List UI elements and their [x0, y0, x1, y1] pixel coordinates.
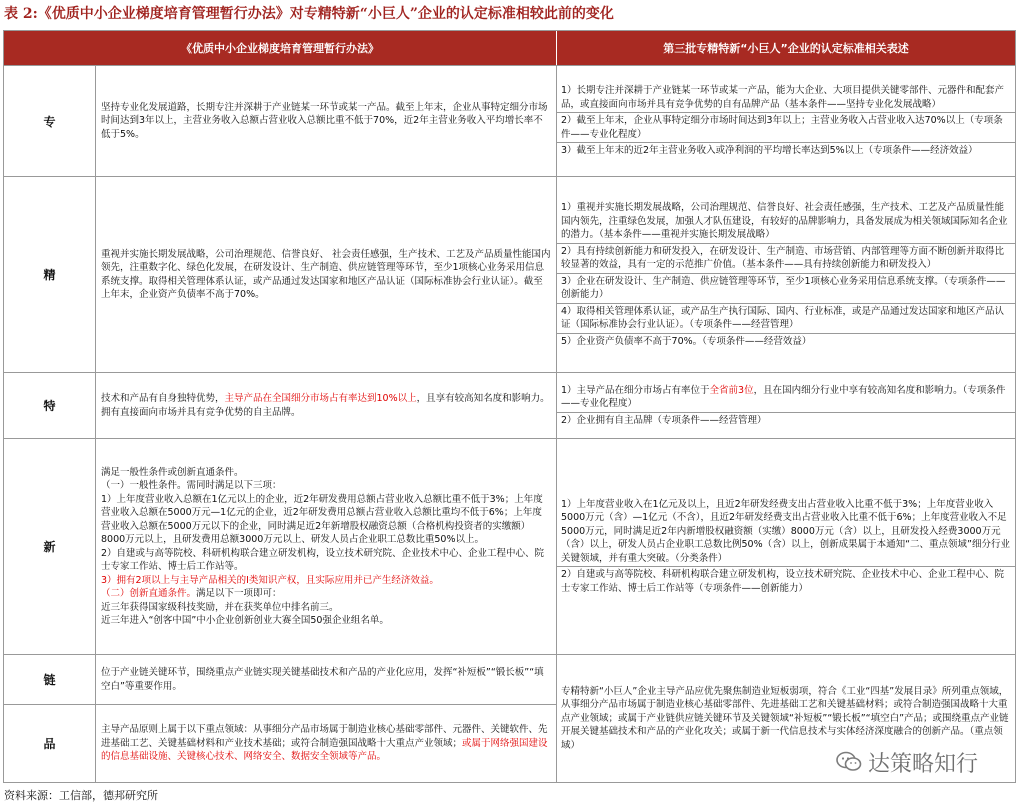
row-text: 2）自建或与高等院校、科研机构联合建立研发机构，设立技术研究院、企业技术中心、企业工程中心、院士专家工作站、博士后工作站等。 — [101, 547, 545, 572]
table-row — [4, 176, 1015, 372]
highlight-text: 主导产品在全国细分市场占有率达到10%以上 — [224, 393, 417, 404]
wechat-icon — [836, 751, 862, 773]
watermark — [836, 745, 978, 779]
criterion-text: 2）截至上年末，企业从事特定细分市场时间达到3年以上；主营业务收入占营业收入达70%以上（专项条件——专业化程度） — [561, 115, 1003, 140]
header-col1: 《优质中小企业梯度培育管理暂行办法》 — [4, 31, 556, 65]
row-label: 特 — [4, 373, 96, 438]
criterion-text: 4）取得相关管理体系认证，或产品生产执行国际、国内、行业标准，或是产品通过发达国家和地区产品认证（国际标准协会行业认证）。（专项条件——经营管理） — [561, 305, 1005, 330]
table-row — [4, 65, 1015, 176]
row-label: 链 — [4, 655, 96, 704]
row-label: 新 — [4, 439, 96, 654]
row-text: 坚持专业化发展道路，长期专注并深耕于产业链某一环节或某一产品。截至上年末，企业从事特定细分市场时间达到3年以上，主营业务收入总额占营业收入总额比重不低于70%，近2年主营业务收入平均增长率不低于5%。 — [101, 101, 548, 140]
highlight-text: 全省前3位 — [709, 384, 754, 396]
criterion-text: 3）企业在研发设计、生产制造、供应链管理等环节，至少1项核心业务采用信息系统支撑。（专项条件——创新能力） — [561, 275, 1006, 300]
criterion-text: 1）主导产品在细分市场占有率位于全省前3位，且在国内细分行业中享有较高知名度和影响力。（专项条件——专业化程度） — [561, 384, 1006, 410]
criterion-text: 2）自建或与高等院校、科研机构联合建立研发机构，设立技术研究院、企业技术中心、企业工程中心、院士专家工作站、博士后工作站等（专项条件——创新能力） — [561, 569, 1005, 594]
criterion-text: 2）企业拥有自主品牌（专项条件——经营管理） — [561, 414, 767, 426]
criterion-text: 5）企业资产负债率不高于70%。（专项条件——经营效益） — [561, 335, 812, 347]
row-label: 精 — [4, 177, 96, 372]
watermark-text: 达策略知行 — [868, 751, 979, 777]
table-title: 表 2:《优质中小企业梯度培育管理暂行办法》对专精特新“小巨人”企业的认定标准相较此前的变化 — [4, 6, 614, 22]
header-col2: 第三批专精特新“小巨人”企业的认定标准相关表述 — [557, 31, 1015, 65]
row-text: 技术和产品有自身独特优势，主导产品在全国细分市场占有率达到10%以上，且享有较高知名度和影响力。拥有直接面向市场并具有竞争优势的自主品牌。 — [101, 393, 550, 418]
criterion-text: 1）上年度营业收入在1亿元及以上，且近2年研发经费支出占营业收入比重不低于3%；上年度营业收入5000万元（含）—1亿元（不含），且近2年研发经费支出占营业收入比重不低于6%；上年度营业收入不足5000万元，同时满足近2年内新增股权融资额（实缴）8000万元（含）以上，且研发投入经费3000万元（含）以上，研发人员占企业职工总数比例50%（含）以上，创新成果属于本通知“二、重点领域”细分行业关键领域，并有重大突破。（分类条件） — [561, 498, 1010, 564]
table-row — [4, 438, 1015, 654]
row-text: 满足一般性条件或创新直通条件。 — [101, 466, 244, 478]
row-text: 主导产品原则上属于以下重点领域：从事细分产品市场属于制造业核心基础零部件、元器件、关键软件、先进基础工艺、关键基础材料和产业技术基础；或符合制造强国战略十大重点产业领域；或属于网络强国建设的信息基础设施、关键核心技术、网络安全、数据安全领域等产品。 — [101, 724, 548, 763]
row-text: 近三年进入“创客中国”中小企业创新创业大赛全国50强企业组名单。 — [101, 615, 389, 626]
highlight-text: 3）拥有2项以上与主导产品相关的Ⅰ类知识产权，且实际应用并已产生经济效益。 — [101, 574, 439, 586]
comparison-table — [3, 30, 1016, 783]
table-row — [4, 372, 1015, 438]
row-text: （一）一般性条件。需同时满足以下三项： — [101, 480, 282, 491]
row-text: （二）创新直通条件。满足以下一项即可： — [101, 588, 282, 599]
row-text: 重视并实施长期发展战略，公司治理规范、信誉良好、 社会责任感强，生产技术、工艺及产品质量性能国内领先，注重数字化、绿色化发展，在研发设计、生产制造、供应链管理等环节，至少1项核心业务采用信息系统支撑。取得相关管理体系认证，或产品通过发达国家和地区产品认证（国际标准协会行业认证）。截至上年末，企业资产负债率不高于70%。 — [101, 248, 551, 300]
criterion-text: 2）具有持续创新能力和研发投入，在研发设计、生产制造、市场营销、内部管理等方面不断创新并取得比较显著的效益，具有一定的示范推广价值。（基本条件——具有持续创新能力和研发投入） — [561, 245, 1005, 270]
highlight-text: 或属于网络强国建设的信息基础设施、关键核心技术、网络安全、数据安全领域等产品。 — [101, 737, 548, 763]
row-label: 专 — [4, 66, 96, 176]
row-text: 近三年获得国家级科技奖励，并在获奖单位中排名前三。 — [101, 601, 339, 613]
source-note: 资料来源：工信部，德邦研究所 — [4, 789, 158, 802]
criterion-text: 3）截至上年末的近2年主营业务收入或净利润的平均增长率达到5%以上（专项条件——经济效益） — [561, 145, 978, 157]
row-label: 品 — [4, 705, 96, 782]
row-text: 1）上年度营业收入总额在1亿元以上的企业，近2年研发费用总额占营业收入总额比重不低于3%；上年度营业收入总额在5000万元—1亿元的企业，近2年研发费用总额占营业收入总额比重均不低于6%；上年度营业收入总额在5000万元以下的企业，同时满足近2年新增股权融资总额（合格机构投资者的实缴额）8000万元以上，且研发费用总额3000万元以上、研发人员占企业职工总数比重50%以上。 — [101, 493, 543, 545]
criterion-text: 1）重视并实施长期发展战略，公司治理规范、信誉良好、社会责任感强，生产技术、工艺及产品质量性能国内领先，注重绿色发展，加强人才队伍建设，有较好的品牌影响力，具备发展成为相关领域国际知名企业的潜力。（基本条件——重视并实施长期发展战略） — [561, 202, 1008, 240]
criterion-text: 专精特新“小巨人”企业主导产品应优先聚焦制造业短板弱项，符合《工业“四基”发展目录》所列重点领域，从事细分产品市场属于制造业核心基础零部件、先进基础工艺和关键基础材料；或符合制造强国战略十大重点产业领域；或属于产业链供应链关键环节及关键领域“补短板”“锻长板”“填空白”产品；或围绕重点产业链开展关键基础技术和产品的产业化攻关；或属于新一代信息技术与实体经济深度融合的创新产品。（重点领域） — [561, 685, 1009, 751]
row-text: 位于产业链关键环节，围绕重点产业链实现关键基础技术和产品的产业化应用，发挥“补短板”“锻长板”“填空白”等重要作用。 — [101, 667, 544, 692]
criterion-text: 1）长期专注并深耕于产业链某一环节或某一产品，能为大企业、大项目提供关键零部件、元器件和配套产品，或直接面向市场并具有竞争优势的自有品牌产品（基本条件——坚持专业化发展战略） — [561, 85, 1005, 110]
